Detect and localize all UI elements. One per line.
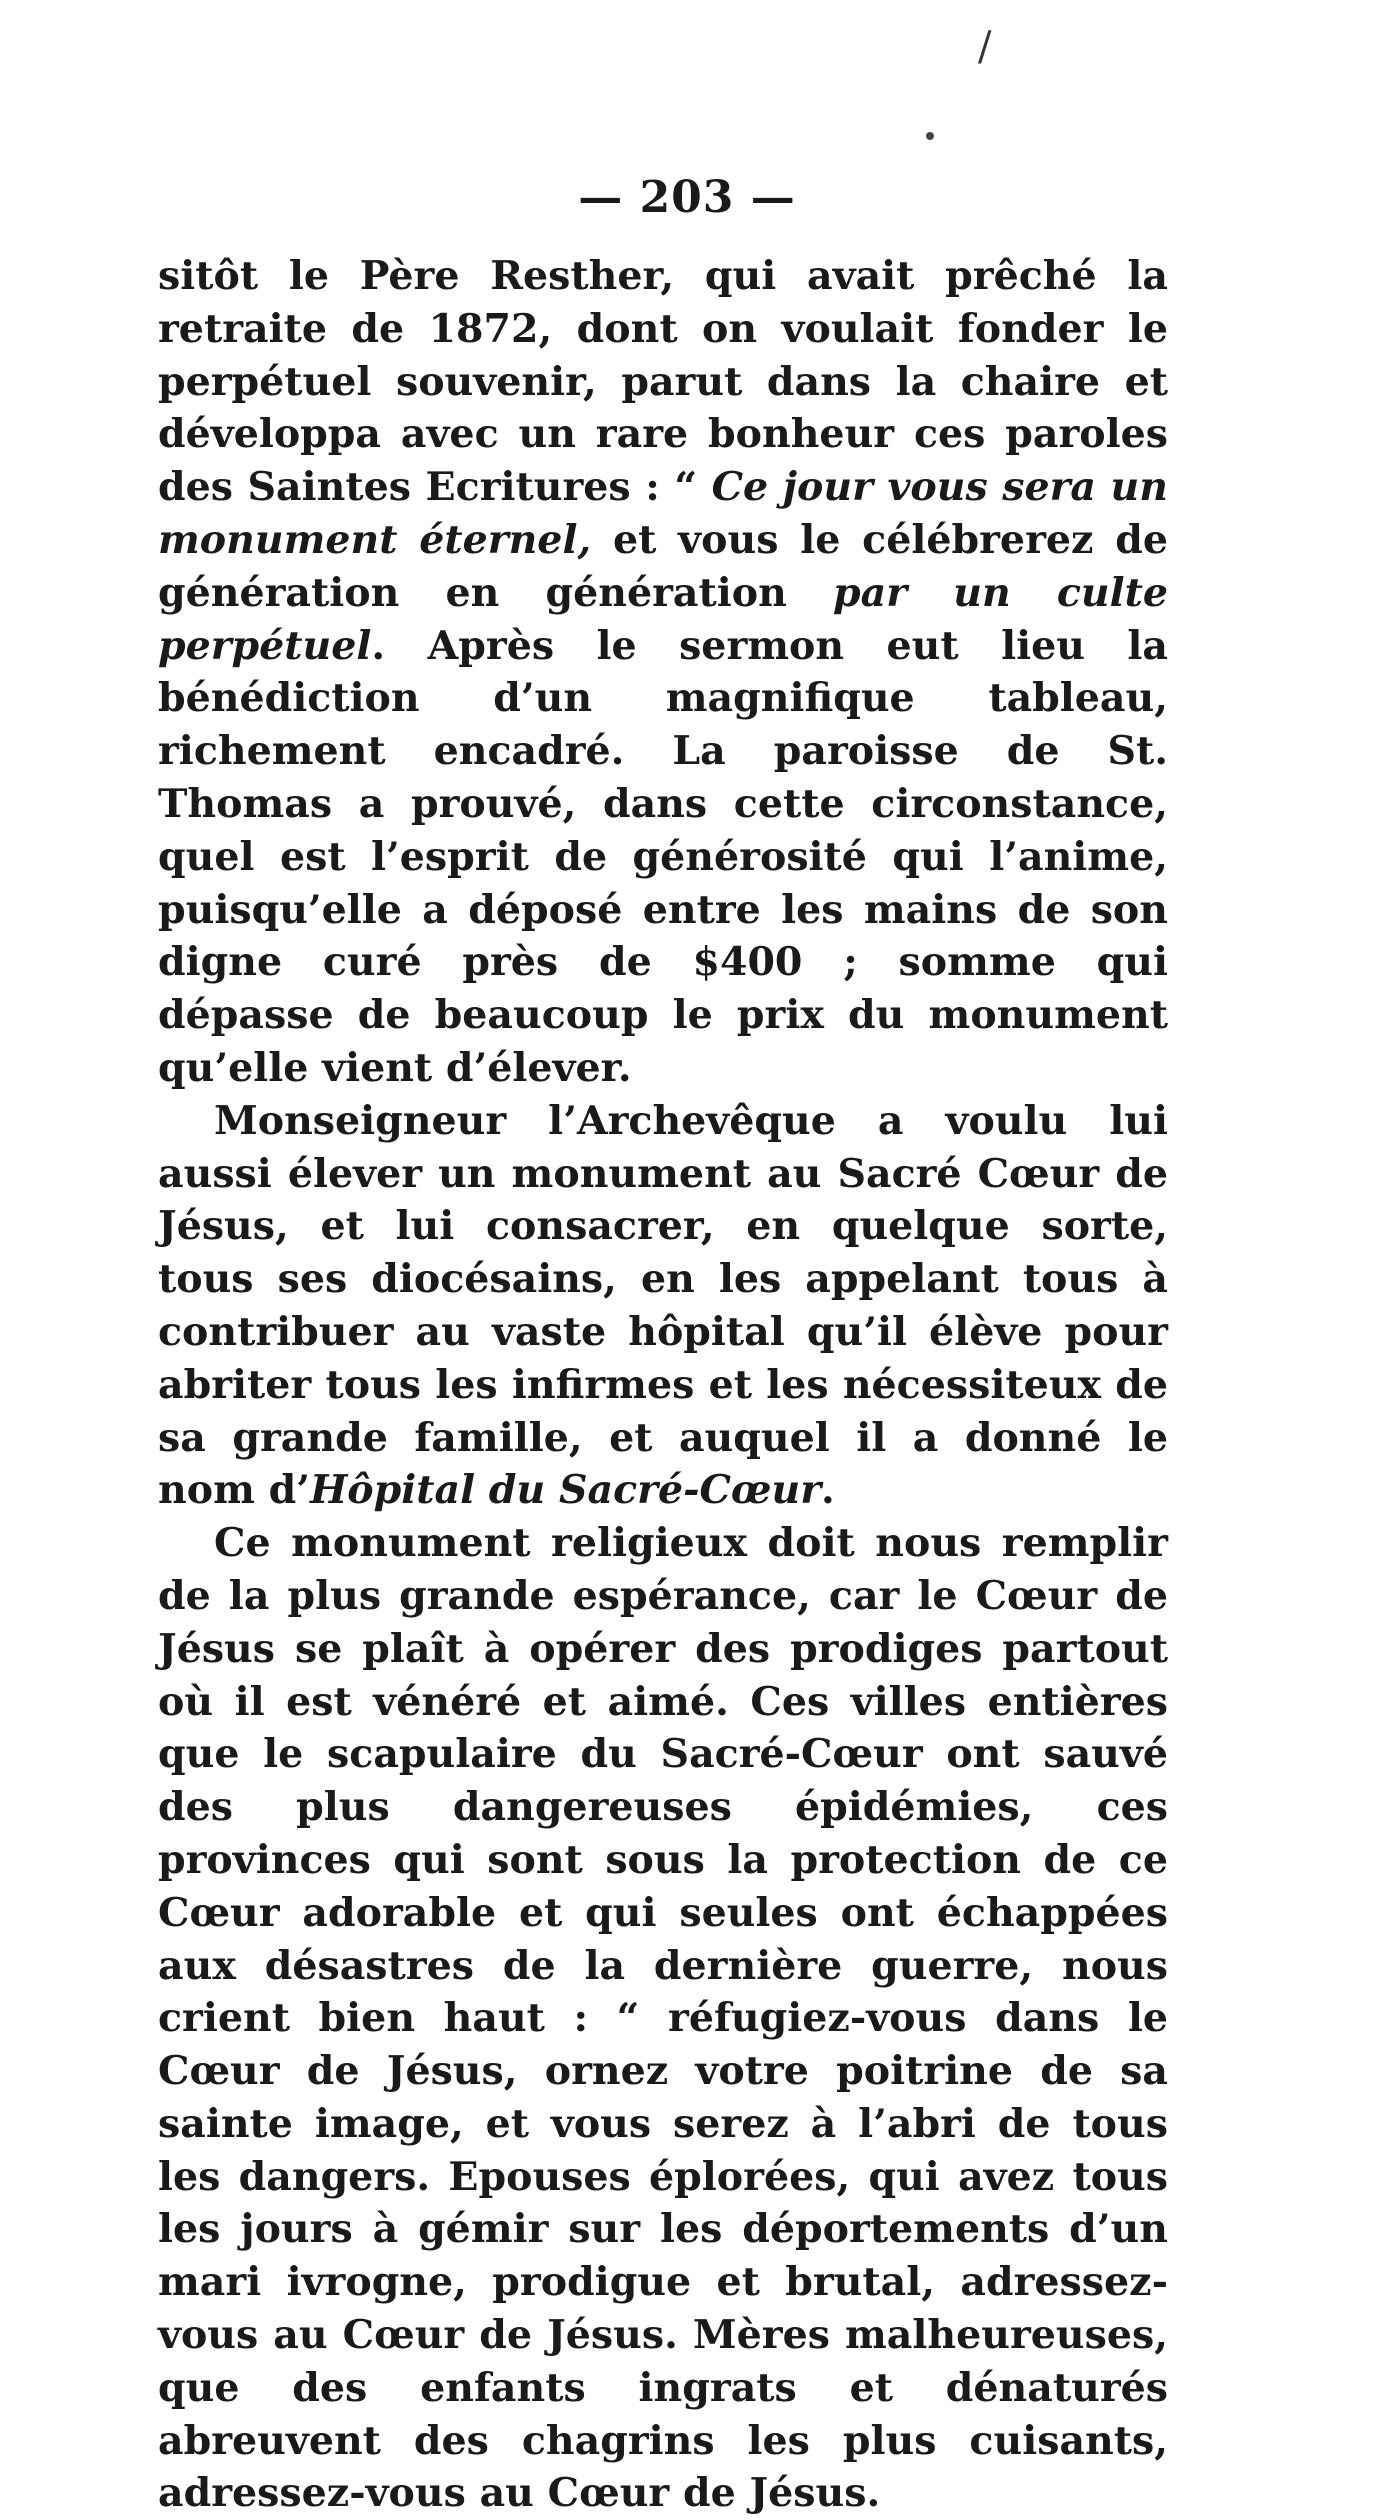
paragraph-3	[158, 1517, 1168, 2520]
corner-mark: /	[978, 24, 992, 70]
ink-dot	[926, 132, 934, 140]
page-number: — 203 —	[578, 172, 796, 223]
text-segment: .	[821, 1467, 835, 1514]
text-segment: . Après le sermon eut lieu la bénédiction d’un magnifique tableau, richement encadré. La paroisse de St. Thomas a prouvé, dans cette circonstance, quel est l’esprit de générosité qui l’anime, puisqu’elle a déposé entre les mains de son digne curé près de $400 ; somme qui dépasse de beaucoup le prix du monument qu’elle vient d’élever.	[158, 622, 1168, 1091]
text-segment: Monseigneur l’Archevêque a voulu lui aussi élever un monument au Sacré Cœur de Jésus, et lui consacrer, en quelque sorte, tous ses diocésains, en les appelant tous à contribuer au vaste hôpital qu’il élève pour abriter tous les infirmes et les nécessiteux de sa grande famille, et auquel il a donné le nom d’	[158, 1097, 1168, 1514]
text-segment-italic: Hôpital du Sacré-Cœur	[309, 1467, 822, 1514]
paragraph-2	[158, 1095, 1168, 1517]
body-text	[158, 250, 1168, 2520]
text-segment: et vous le célébrerez de génération en génération	[158, 516, 1168, 616]
text-segment: sitôt le Père Resther, qui avait prêché la retraite de 1872, dont on voulait fonder le perpétuel souvenir, parut dans la chaire et développa avec un rare bonheur ces paroles des Saintes Ecritures : “	[158, 253, 1168, 511]
text-segment: Ce monument religieux doit nous remplir de la plus grande espérance, car le Cœur de Jésus se plaît à opérer des prodiges partout où il est vénéré et aimé. Ces villes entières que le scapulaire du Sacré-Cœur ont sauvé des plus dangereuses épidémies, ces provinces qui sont sous la protection de ce Cœur adorable et qui seules ont échappées aux désastres de la dernière guerre, nous crient bien haut : “ réfugiez-vous dans le Cœur de Jésus, ornez votre poitrine de sa sainte image, et vous serez à l’abri de tous les dangers. Epouses éplorées, qui avez tous les jours à gémir sur les déportements d’un mari ivrogne, prodigue et brutal, adressez-vous au Cœur de Jésus. Mères malheureuses, que des enfants ingrats et dénaturés abreuvent des chagrins les plus cuisants, adressez-vous au Cœur de Jésus.	[158, 1520, 1168, 2517]
paragraph-1	[158, 250, 1168, 1095]
text-segment-italic: par un culte perpétuel	[158, 569, 1168, 669]
text-segment-italic: Ce jour vous sera un monument éternel,	[158, 464, 1168, 563]
